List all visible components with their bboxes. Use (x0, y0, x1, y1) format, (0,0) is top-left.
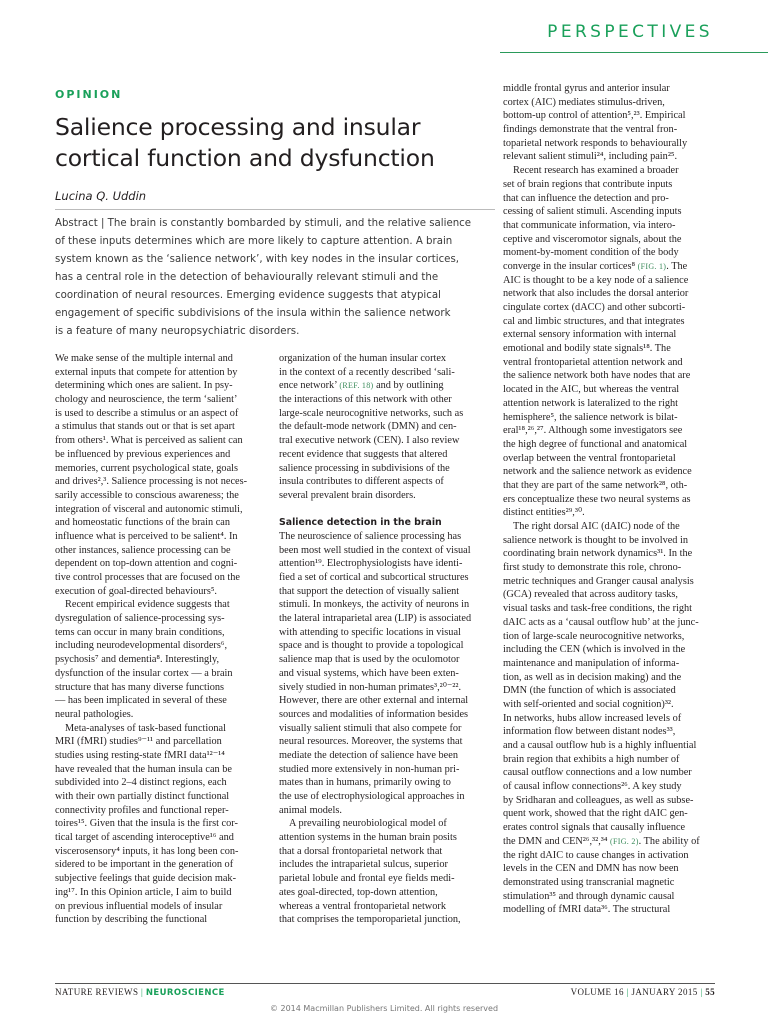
text-line (503, 835, 713, 849)
text-line: subdivided into 2–4 distinct regions, each (55, 777, 227, 789)
text-line: stimuli. In monkeys, the activity of neurons in (279, 599, 470, 611)
text-line: function by describing the functional (55, 914, 208, 926)
abstract-line: engagement of specific subdivisions of the insula within the salience network (55, 308, 451, 319)
text-line: attention¹⁹. Electrophysiologists have identi- (279, 558, 463, 570)
author-rule (55, 209, 495, 210)
text-line: and homeostatic functions of the brain can (55, 517, 230, 529)
text-line: external inputs that compete for attention by (55, 366, 238, 378)
text-line: studied more extensively in non-human pri- (279, 763, 460, 775)
text-line: in the context of a recently described ‘sali- (279, 366, 455, 378)
abstract-line: of these inputs determines which are more likely to capture attention. A brain (55, 236, 453, 247)
footer-issue (571, 987, 715, 997)
text-line: mates than in humans, primarily owing to (279, 777, 451, 789)
text-line: The right dorsal AIC (dAIC) node of the (513, 521, 680, 532)
text-line: tical target of ascending interoceptive¹⁶ and (55, 832, 234, 844)
body-column-3 (503, 82, 713, 917)
text-line: dysfunction of the insular cortex — a brain (55, 667, 233, 679)
text-line: coordinating brain network dynamics³¹. In the (503, 548, 693, 560)
text-line: influence what is perceived to be salient⁴. In (55, 530, 238, 542)
text-line: sively studied in non-human primates³,²⁰⁻²². (279, 681, 462, 693)
text-line: been most well studied in the context of visual (279, 544, 471, 556)
text-line: by Sridharan and colleagues, as well as subse- (503, 794, 694, 806)
text-line: organization of the human insular cortex (279, 353, 447, 364)
figure-link[interactable]: (FIG. 2) (610, 836, 639, 846)
text-line: attention systems in the human brain posits (279, 832, 457, 844)
header-rule (500, 52, 768, 53)
abstract-line: is a feature of many neuropsychiatric disorders. (55, 326, 300, 337)
title-line: Salience processing and insular (55, 113, 421, 141)
text-line: neural resources. Moreover, the systems that (279, 736, 463, 748)
text-line: modelling of fMRI data³⁶. The structural (503, 904, 671, 916)
text-line: DMN (the function of which is associated (503, 685, 676, 697)
text-line: with attending to specific locations in visual (279, 626, 461, 638)
text-line: cessing of salient stimuli. Ascending inputs (503, 206, 682, 218)
text-line: sidered to be important in the generation of (55, 859, 234, 871)
text-line: including neurodevelopmental disorders⁶, (55, 640, 228, 652)
text-line: hemisphere⁵, the salience network is bilat- (503, 411, 678, 423)
text-line: visually salient stimuli that also compete for (279, 722, 462, 734)
text-line: salience map that is used by the oculomotor (279, 654, 460, 666)
abstract (55, 215, 495, 341)
text-line: located in the AIC, but whereas the ventral (503, 384, 680, 396)
text-line: dysregulation of salience-processing sys- (55, 613, 225, 625)
text-line: relevant salient stimuli²⁴, including pain²⁵. (503, 151, 678, 163)
text-line: with their own partially distinct functional (55, 791, 230, 802)
text-line: execution of goal-directed behaviours⁵. (55, 585, 217, 597)
text-line: middle frontal gyrus and anterior insular (503, 83, 670, 94)
article-title (55, 112, 495, 174)
section-header: PERSPECTIVES (547, 22, 713, 42)
text-line: that a dorsal frontoparietal network that (279, 845, 443, 857)
text-line: animal models. (279, 804, 342, 816)
text-line: fied a set of cortical and subcortical structures (279, 572, 469, 583)
text-line: external sensory information with internal (503, 329, 677, 341)
text-line: that they are part of the same network²⁸, oth- (503, 479, 688, 491)
text-line: We make sense of the multiple internal and (55, 353, 233, 364)
text-line: converge in the insular cortices⁸ (FIG. 1). The (503, 260, 688, 272)
text-line: moment-by-moment condition of the body (503, 247, 679, 259)
footer-journal (55, 987, 225, 998)
text-line: includes the intraparietal sulcus, superior (279, 859, 448, 871)
separator: | (697, 987, 706, 997)
text-line: that communicate information, via intero- (503, 219, 676, 231)
text-line: the use of electrophysiological approaches in (279, 791, 465, 802)
text-span: ence network’ (279, 380, 337, 392)
separator: | (623, 987, 632, 997)
text-line (279, 379, 489, 393)
text-line: including the CEN (which is involved in the (503, 644, 686, 656)
text-line: AIC is thought to be a key node of a salience (503, 274, 689, 286)
text-line: first study to demonstrate this role, chrono- (503, 562, 682, 574)
text-line: tems can occur in many brain conditions, (55, 626, 225, 638)
text-line: demonstrated using transcranial magnetic (503, 876, 675, 888)
text-line: recent evidence that suggests that altered (279, 448, 448, 460)
abstract-line: system known as the ‘salience network’, with key nodes in the insular cortices, (55, 254, 459, 265)
text-line: stimulation³⁵ and through dynamic causal (503, 890, 675, 902)
text-line: dependent on top-down attention and cogni- (55, 558, 238, 570)
text-line: ventral frontoparietal attention network and (503, 356, 683, 368)
text-line: causal outflow connections and a low number (503, 767, 692, 779)
text-line: Recent research has examined a broader (513, 165, 679, 177)
text-line: the lateral intraparietal area (LIP) is associated (279, 613, 472, 625)
text-line: psychosis⁷ and dementia⁸. Interestingly, (55, 654, 220, 666)
text-line: insula contributes to different aspects of (279, 476, 444, 488)
text-line: the interactions of this network with other (279, 394, 452, 406)
text-line: salience processing in subdivisions of the (279, 462, 450, 474)
text-line: attention network is lateralized to the right (503, 397, 678, 409)
text-line: chology and neuroscience, the term ‘salient’ (55, 394, 238, 406)
text-span: and by outlining (376, 380, 444, 392)
copyright-notice: © 2014 Macmillan Publishers Limited. All rights reserved (269, 1004, 499, 1013)
text-line: the default-mode network (DMN) and cen- (279, 421, 457, 433)
text-line: determining which ones are salient. In psy- (55, 380, 233, 392)
text-line: maintenance and manipulation of informa- (503, 657, 680, 669)
text-line: The neuroscience of salience processing has (279, 530, 462, 542)
text-line: erates control signals that causally influence (503, 822, 686, 834)
journal-section: NEUROSCIENCE (145, 988, 225, 998)
text-line: that comprises the temporoparietal junction, (279, 914, 461, 926)
text-line: of causal inflow connections²⁶. A key study (503, 781, 682, 793)
text-line: overlap between the ventral frontoparietal (503, 452, 676, 464)
text-line: In networks, hubs allow increased levels of (503, 712, 682, 724)
text-line: visual tasks and task-free conditions, the right (503, 603, 693, 615)
text-line: toires¹⁵. Given that the insula is the first cor- (55, 818, 238, 830)
text-line: ates goal-directed, top-down attention, (279, 886, 438, 898)
volume: VOLUME 16 (570, 987, 624, 997)
text-line: cortex (AIC) mediates stimulus-driven, (503, 96, 665, 108)
text-line: tion of large-scale neurocognitive networks, (503, 630, 685, 642)
text-line: viscerosensory⁴ inputs, it has long been con- (55, 845, 239, 857)
figure-link[interactable]: (FIG. 1) (637, 261, 667, 271)
text-line: However, there are other external and internal (279, 695, 469, 707)
text-line: studies using resting-state fMRI data¹²⁻¹⁴ (55, 749, 225, 761)
text-line: sources and modalities of information besides (279, 708, 469, 720)
journal-name: NATURE REVIEWS (55, 987, 139, 997)
text-line: dAIC acts as a ‘causal outflow hub’ at the junc- (503, 616, 699, 628)
text-line: brain region that exhibits a high number of (503, 753, 680, 765)
text-line: the salience network both have nodes that are (503, 370, 691, 382)
page-number: 55 (705, 987, 715, 997)
text-line: ceptive and visceromotor signals, about the (503, 233, 682, 245)
text-line: that support the detection of visually salient (279, 585, 460, 597)
text-line: tral executive network (CEN). I also review (279, 435, 460, 447)
text-line: distinct entities²⁹,³⁰. (503, 507, 585, 519)
text-line: connectivity profiles and functional reper- (55, 804, 229, 816)
abstract-line: Abstract | The brain is constantly bombarded by stimuli, and the relative salience (55, 218, 472, 229)
text-line: mediate the detection of salience have been (279, 749, 458, 761)
text-line: MRI (fMRI) studies⁹⁻¹¹ and parcellation (55, 736, 222, 748)
footer-rule (55, 983, 715, 984)
text-span: converge in the insular cortices⁸ (503, 260, 636, 272)
text-line: with self-oriented and social cognition)³². (503, 698, 674, 710)
text-line: salience network is thought to be involved in (503, 534, 689, 546)
text-line: structure that has many diverse functions (55, 681, 224, 693)
reference-link[interactable]: (REF. 18) (339, 381, 374, 391)
text-line: ing¹⁷. In this Opinion article, I aim to build (55, 886, 232, 898)
text-line: eral¹⁸,²⁶,²⁷. Although some investigators see (503, 425, 683, 437)
text-line: neural pathologies. (55, 708, 134, 720)
text-line: and visual systems, which have been exten- (279, 667, 459, 679)
section-heading: Salience detection in the brain (279, 517, 442, 529)
text-line: bottom-up control of attention⁵,²³. Empirical (503, 110, 686, 122)
text-line: be influenced by previous experiences and (55, 448, 231, 460)
text-line: Recent empirical evidence suggests that (65, 599, 230, 611)
text-line: network and the salience network as evidence (503, 466, 692, 478)
text-line: from others¹. What is perceived as salient can (55, 435, 243, 447)
text-line: the right dAIC to cause changes in activation (503, 849, 689, 861)
author-name: Lucina Q. Uddin (55, 189, 147, 203)
text-line: space and is thought to provide a topological (279, 640, 464, 652)
text-line: cal and limbic structures, and that integrates (503, 315, 685, 327)
text-line: whereas a ventral frontoparietal network (279, 900, 446, 912)
text-line: metric techniques and Granger causal analysis (503, 575, 694, 587)
title-line: cortical function and dysfunction (55, 144, 435, 172)
text-line: cingulate cortex (dACC) and other subcorti- (503, 302, 686, 313)
issue-date: JANUARY 2015 (631, 987, 698, 997)
text-line: parietal lobule and frontal eye fields medi- (279, 873, 455, 885)
text-span: . The ability of (638, 835, 700, 847)
abstract-line: has a central role in the detection of behaviourally relevant stimuli and the (55, 272, 439, 283)
text-line: and drives²,³. Salience processing is not neces- (55, 476, 248, 488)
separator: | (138, 987, 146, 997)
text-line: that can influence the detection and pro- (503, 192, 669, 204)
text-line: other instances, salience processing can be (55, 544, 231, 556)
text-line: subjective feelings that guide decision mak- (55, 873, 236, 885)
text-line: memories, current psychological state, goals (55, 462, 239, 474)
text-line: is used to describe a stimulus or an aspect of (55, 407, 239, 419)
text-line: toparietal network responds to behaviourally (503, 137, 688, 149)
text-line: on previous influential models of insular (55, 900, 223, 912)
text-line: emotional and bodily state signals¹⁸. The (503, 343, 671, 355)
text-line: integration of visceral and autonomic stimuli, (55, 503, 243, 515)
text-line: quent work, showed that the right dAIC gen- (503, 808, 688, 820)
text-line: have revealed that the human insula can be (55, 763, 232, 775)
text-line: (GCA) revealed that across auditory tasks, (503, 589, 678, 601)
body-column-2 (279, 352, 489, 927)
text-span: the DMN and CEN²⁶,³²,³⁴ (503, 835, 608, 847)
article-type-label: OPINION (55, 88, 123, 101)
body-column-1 (55, 352, 265, 927)
text-line: set of brain regions that contribute inputs (503, 178, 673, 190)
text-line: information flow between distant nodes³³, (503, 726, 676, 738)
text-line: the high degree of functional and anatomical (503, 438, 688, 450)
text-line: a stimulus that stands out or that is set apart (55, 421, 235, 433)
spacer (279, 503, 489, 517)
text-line: — has been implicated in several of these (55, 695, 227, 707)
text-line: sarily accessible to conscious awareness; the (55, 489, 239, 501)
text-line: and a causal outflow hub is a highly influential (503, 740, 697, 751)
text-line: A prevailing neurobiological model of (289, 818, 447, 830)
abstract-line: coordination of neural resources. Emerging evidence suggests that atypical (55, 290, 441, 301)
text-line: large-scale neurocognitive networks, such as (279, 407, 464, 419)
text-line: tion, as well as in decision making) and the (503, 671, 682, 683)
text-line: network that also includes the dorsal anterior (503, 288, 689, 300)
text-line: findings demonstrate that the ventral fron- (503, 124, 678, 136)
text-line: Meta-analyses of task-based functional (65, 722, 226, 734)
text-line: ers conceptualize these two neural systems as (503, 493, 691, 505)
text-line: levels in the CEN and DMN has now been (503, 863, 679, 875)
text-line: several prevalent brain disorders. (279, 489, 416, 501)
text-line: tive control processes that are focused on the (55, 572, 240, 583)
